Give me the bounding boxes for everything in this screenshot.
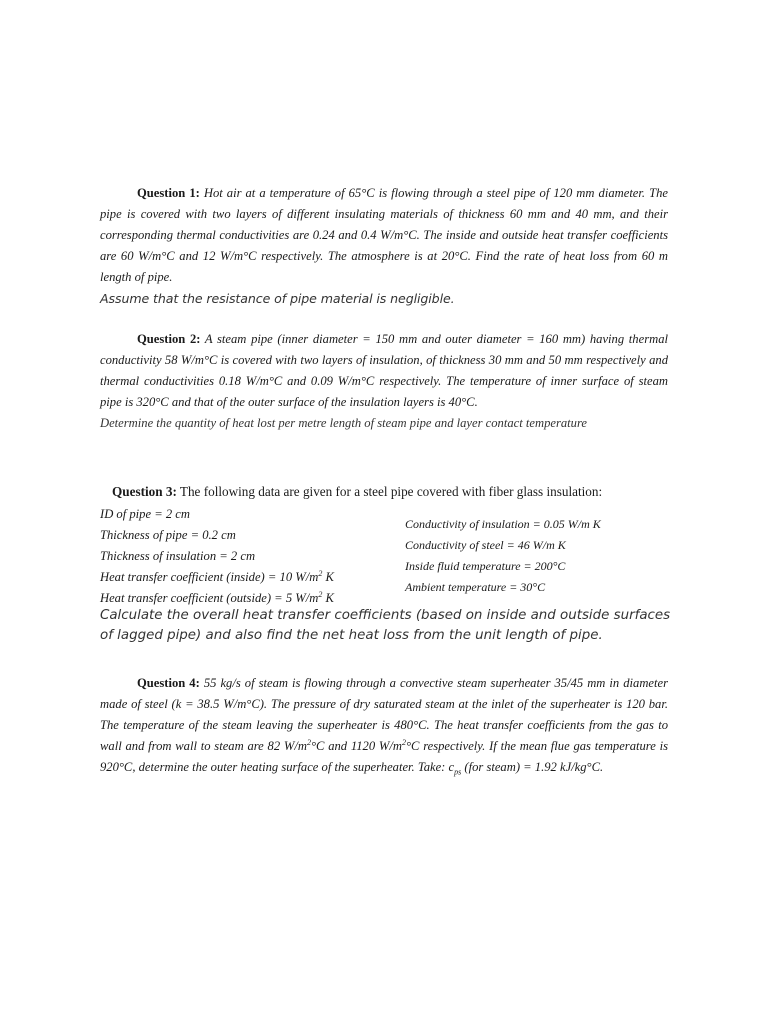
question-1-label: Question 1: — [137, 186, 200, 200]
question-1-note: Assume that the resistance of pipe material is negligible. — [100, 291, 455, 306]
question-1-text — [100, 183, 668, 288]
insulation-thickness: Thickness of insulation = 2 cm — [100, 549, 256, 563]
steel-conductivity: Conductivity of steel = 46 W/m K — [405, 538, 566, 552]
specific-heat-symbol: c — [448, 760, 455, 774]
question-4-label: Question 4: — [137, 676, 200, 690]
question-3-left-column — [100, 504, 400, 609]
question-3-intro: The following data are given for a steel pipe covered with fiber glass insulation: — [179, 484, 603, 499]
question-1-body: Hot air at a temperature of 65°C is flowing through a steel pipe of 120 mm diameter. The pipe is covered with two layers of different insulating materials of thickness 60 mm and 40 mm, and their corresponding thermal conductivities are 0.24 and 0.4 W/m°C. The inside and outside heat transfer coefficients are 60 W/m°C and 12 W/m°C respectively. The atmosphere is at 20°C. Find the rate of heat loss from 60 m length of pipe. — [100, 186, 668, 284]
question-3-note-line-1: Calculate the overall heat transfer coefficients (based on inside and outside surfaces — [100, 608, 671, 623]
pipe-inner-diameter: ID of pipe = 2 cm — [100, 507, 190, 521]
ambient-temperature: Ambient temperature = 30°C — [405, 580, 546, 594]
insulation-conductivity: Conductivity of insulation = 0.05 W/m K — [405, 517, 601, 531]
question-3 — [100, 481, 671, 646]
outside-heat-transfer-coefficient — [100, 588, 400, 609]
inside-heat-transfer-coefficient — [100, 567, 400, 588]
question-4-body-2: °C and 1120 W/m — [311, 739, 402, 753]
question-4-body-4: (for steam) = 1.92 kJ/kg°C. — [461, 760, 604, 774]
h-inside-exponent: 2 — [318, 569, 323, 578]
question-3-note — [100, 606, 700, 646]
question-3-right-column — [405, 514, 668, 598]
h-inside-unit: K — [322, 570, 334, 584]
h-outside-unit: K — [322, 591, 334, 605]
question-4-exponent-1: 2 — [307, 738, 311, 747]
h-inside-text: Heat transfer coefficient (inside) = 10 W/m — [100, 570, 319, 584]
question-2-body: A steam pipe (inner diameter = 150 mm and outer diameter = 160 mm) having thermal conductivity 58 W/m°C is covered with two layers of insulation, of thickness 30 mm and 50 mm respectively and thermal conductivities 0.18 W/m°C and 0.09 W/m°C respectively. The temperature of inner surface of steam pipe is 320°C and that of the outer surface of the insulation layers is 40°C. — [100, 332, 668, 409]
question-3-note-line-2: of lagged pipe) and also find the net heat loss from the unit length of pipe. — [100, 628, 603, 643]
question-1 — [100, 183, 668, 309]
question-2 — [100, 329, 668, 434]
question-3-data — [100, 504, 668, 605]
question-3-label: Question 3: — [112, 484, 177, 499]
question-4-body-3: °C respectively. If the mean flue gas temperature is 920°C, determine the outer heating surface of the superheater. Take: — [100, 739, 668, 774]
question-4-exponent-2: 2 — [402, 738, 406, 747]
h-outside-exponent: 2 — [318, 590, 323, 599]
question-2-text — [100, 329, 668, 413]
pipe-thickness: Thickness of pipe = 0.2 cm — [100, 528, 236, 542]
inside-fluid-temperature: Inside fluid temperature = 200°C — [405, 559, 566, 573]
question-4-body-1: 55 kg/s of steam is flowing through a convective steam superheater 35/45 mm in diameter made of steel (k = 38.5 W/m°C). The pressure of dry saturated steam at the inlet of the superheater is 120 bar. The temperature of the steam leaving the superheater is 480°C. The heat transfer coefficients from the gas to wall and from wall to steam are 82 W/m — [100, 676, 668, 753]
specific-heat-subscript: ps — [454, 767, 462, 777]
h-outside-text: Heat transfer coefficient (outside) = 5 W/m — [100, 591, 319, 605]
question-4 — [100, 673, 668, 778]
question-3-heading — [100, 481, 668, 502]
question-4-text — [100, 673, 668, 778]
question-2-label: Question 2: — [137, 332, 201, 346]
question-2-note: Determine the quantity of heat lost per metre length of steam pipe and layer contact temperature — [100, 416, 587, 430]
